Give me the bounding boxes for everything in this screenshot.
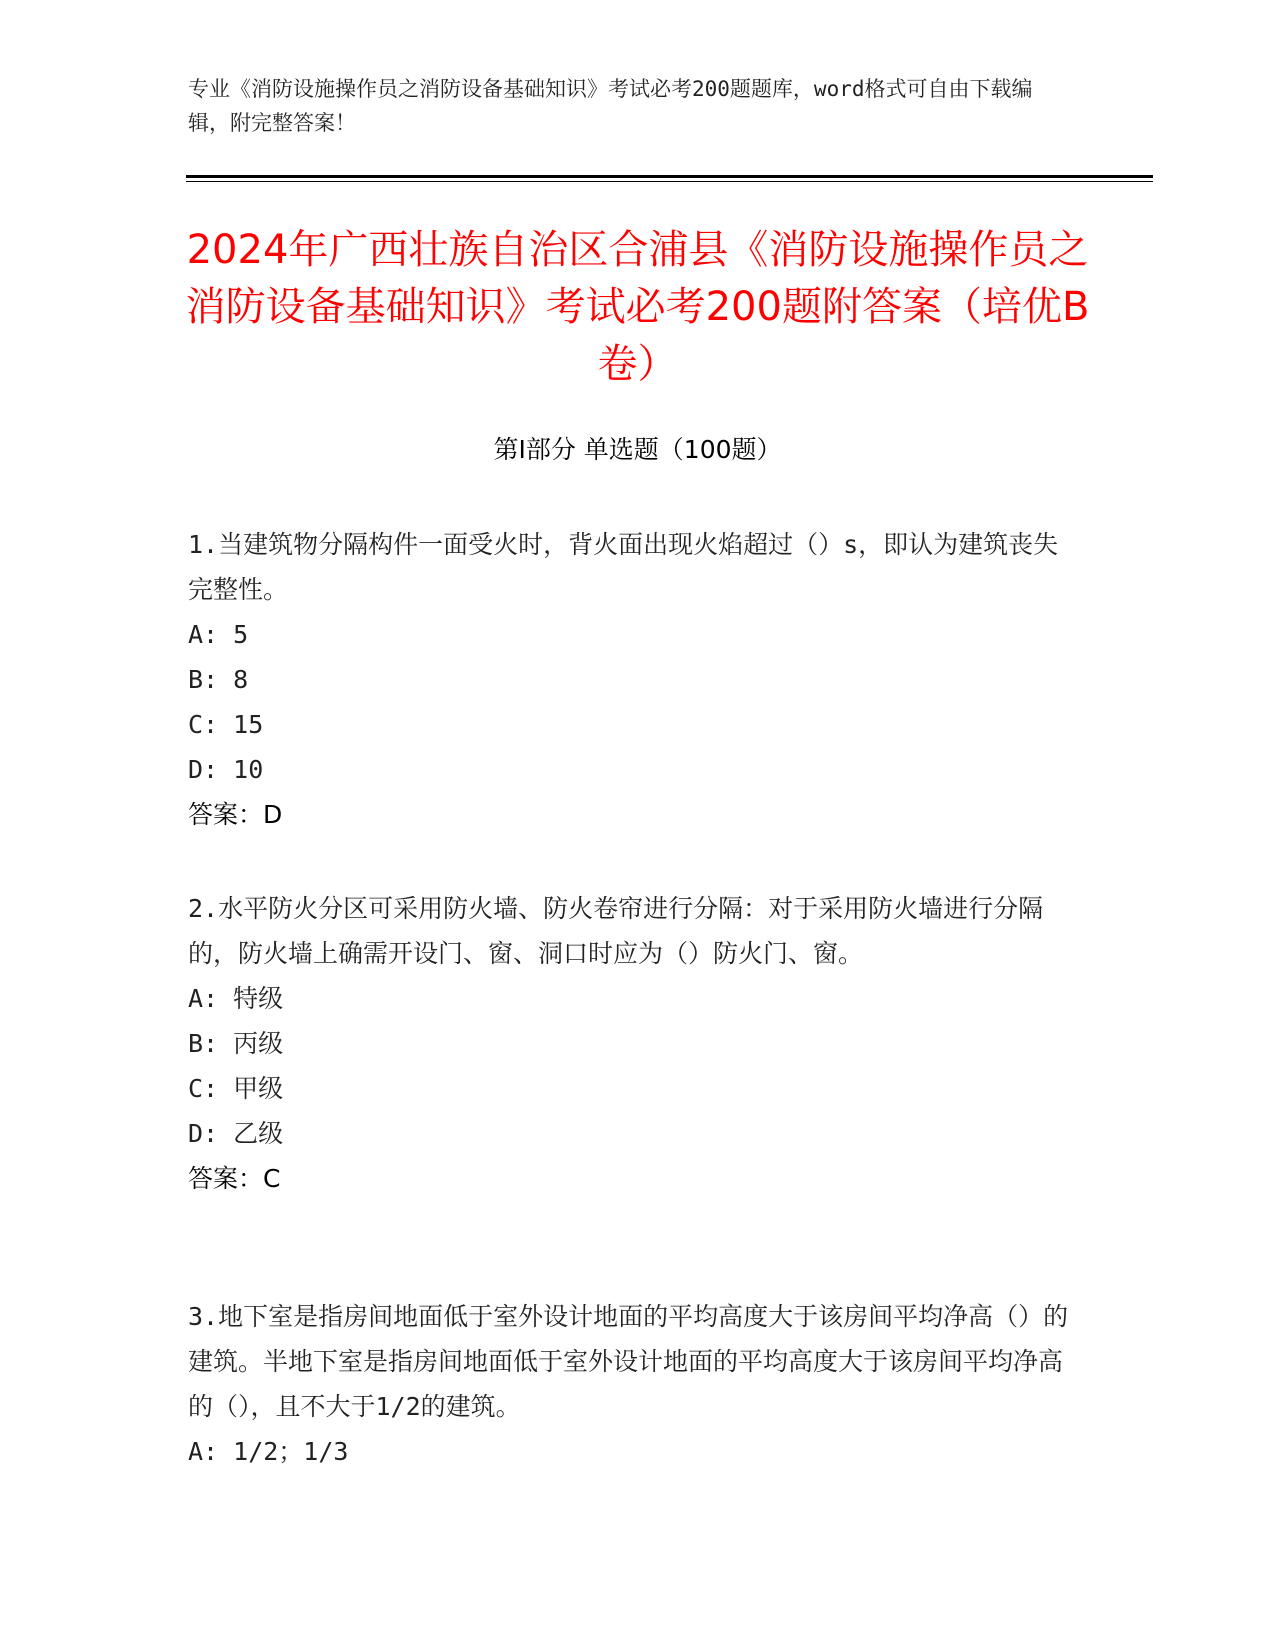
document-title: 2024年广西壮族自治区合浦县《消防设施操作员之消防设备基础知识》考试必考200题附答案（培优B卷） (185, 227, 1090, 387)
question-stem: 3.地下室是指房间地面低于室外设计地面的平均高度大于该房间平均净高（）的建筑。半地下室是指房间地面低于室外设计地面的平均高度大于该房间平均净高的（），且不大于1/2的建筑。 (188, 1302, 1069, 1421)
option-b: B: 丙级 (188, 1029, 284, 1058)
question-1 (188, 522, 1078, 837)
section-heading: 第I部分 单选题（100题） (493, 435, 782, 464)
option-a: A: 特级 (188, 984, 284, 1013)
option-d: D: 乙级 (188, 1119, 284, 1148)
question-stem: 2.水平防火分区可采用防火墙、防火卷帘进行分隔：对于采用防火墙进行分隔的，防火墙上确需开设门、窗、洞口时应为（）防火门、窗。 (188, 894, 1044, 968)
question-2 (188, 886, 1078, 1201)
question-stem: 1.当建筑物分隔构件一面受火时，背火面出现火焰超过（）s，即认为建筑丧失完整性。 (188, 530, 1059, 604)
option-a: A: 1/2；1/3 (188, 1437, 349, 1466)
header-divider-thin (186, 181, 1153, 182)
option-b: B: 8 (188, 665, 249, 694)
answer: 答案：C (188, 1164, 281, 1193)
option-c: C: 15 (188, 710, 264, 739)
option-c: C: 甲级 (188, 1074, 284, 1103)
header-note: 专业《消防设施操作员之消防设备基础知识》考试必考200题题库，word格式可自由下载编辑，附完整答案！ (188, 77, 1033, 135)
option-d: D: 10 (188, 755, 264, 784)
answer: 答案：D (188, 800, 283, 829)
question-3 (188, 1294, 1078, 1474)
option-a: A: 5 (188, 620, 249, 649)
header-divider-thick (186, 175, 1153, 178)
